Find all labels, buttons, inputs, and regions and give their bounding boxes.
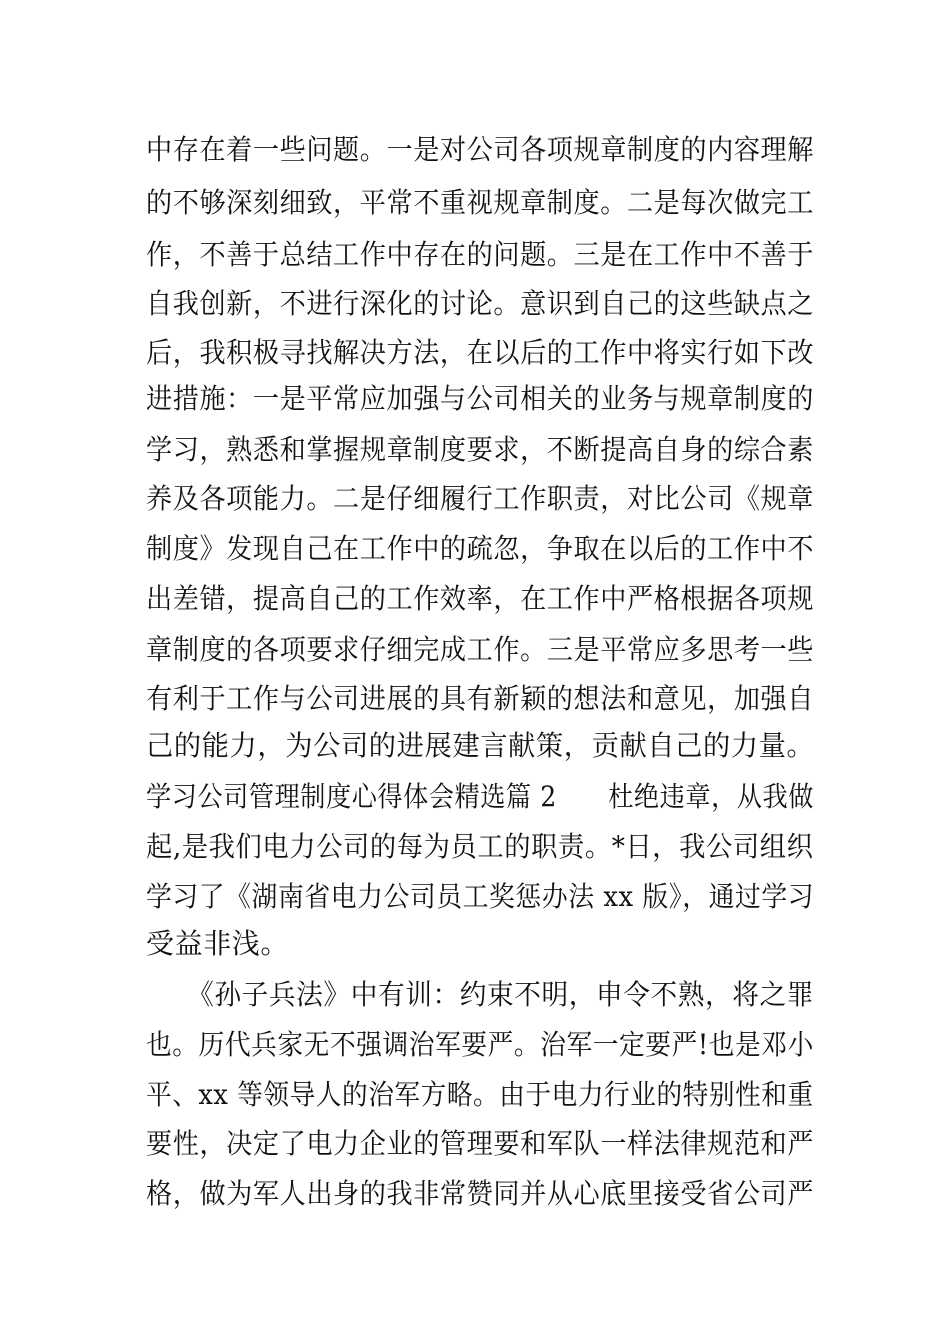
text-line: 受益非浅。 — [146, 927, 290, 960]
text-line: 自我创新，不进行深化的讨论。意识到自己的这些缺点之 — [146, 287, 815, 320]
text-line: 学习了《湖南省电力公司员工奖惩办法 xx 版》，通过学习 — [146, 880, 815, 913]
text-line: 《孙子兵法》中有训：约束不明，申令不熟，将之罪 — [146, 978, 815, 1011]
text-line: 学习，熟悉和掌握规章制度要求，不断提高自身的综合素 — [146, 433, 815, 466]
text-line: 的不够深刻细致，平常不重视规章制度。二是每次做完工 — [146, 186, 815, 219]
text-line: 章制度的各项要求仔细完成工作。三是平常应多思考一些 — [146, 633, 815, 666]
text-line: 起,是我们电力公司的每为员工的职责。*日，我公司组织 — [146, 830, 814, 863]
text-line: 养及各项能力。二是仔细履行工作职责，对比公司《规章 — [146, 482, 815, 515]
text-line: 也。历代兵家无不强调治军要严。治军一定要严!也是邓小 — [146, 1028, 814, 1061]
text-line: 作，不善于总结工作中存在的问题。三是在工作中不善于 — [146, 238, 815, 271]
text-line: 平、xx 等领导人的治军方略。由于电力行业的特别性和重 — [146, 1078, 814, 1111]
text-line: 后，我积极寻找解决方法，在以后的工作中将实行如下改 — [146, 336, 815, 369]
text-line: 进措施：一是平常应加强与公司相关的业务与规章制度的 — [146, 382, 815, 415]
section-heading-line: 学习公司管理制度心得体会精选篇 2 杜绝违章，从我做 — [146, 780, 814, 813]
text-line: 中存在着一些问题。一是对公司各项规章制度的内容理解 — [146, 133, 815, 166]
text-line: 格，做为军人出身的我非常赞同并从心底里接受省公司严 — [146, 1177, 815, 1210]
text-line: 要性，决定了电力企业的管理要和军队一样法律规范和严 — [146, 1127, 815, 1160]
text-line: 己的能力，为公司的进展建言献策，贡献自己的力量。 — [146, 729, 815, 762]
text-line: 出差错，提高自己的工作效率，在工作中严格根据各项规 — [146, 582, 815, 615]
text-line: 有利于工作与公司进展的具有新颖的想法和意见，加强自 — [146, 682, 815, 715]
text-line: 制度》发现自己在工作中的疏忽，争取在以后的工作中不 — [146, 532, 815, 565]
